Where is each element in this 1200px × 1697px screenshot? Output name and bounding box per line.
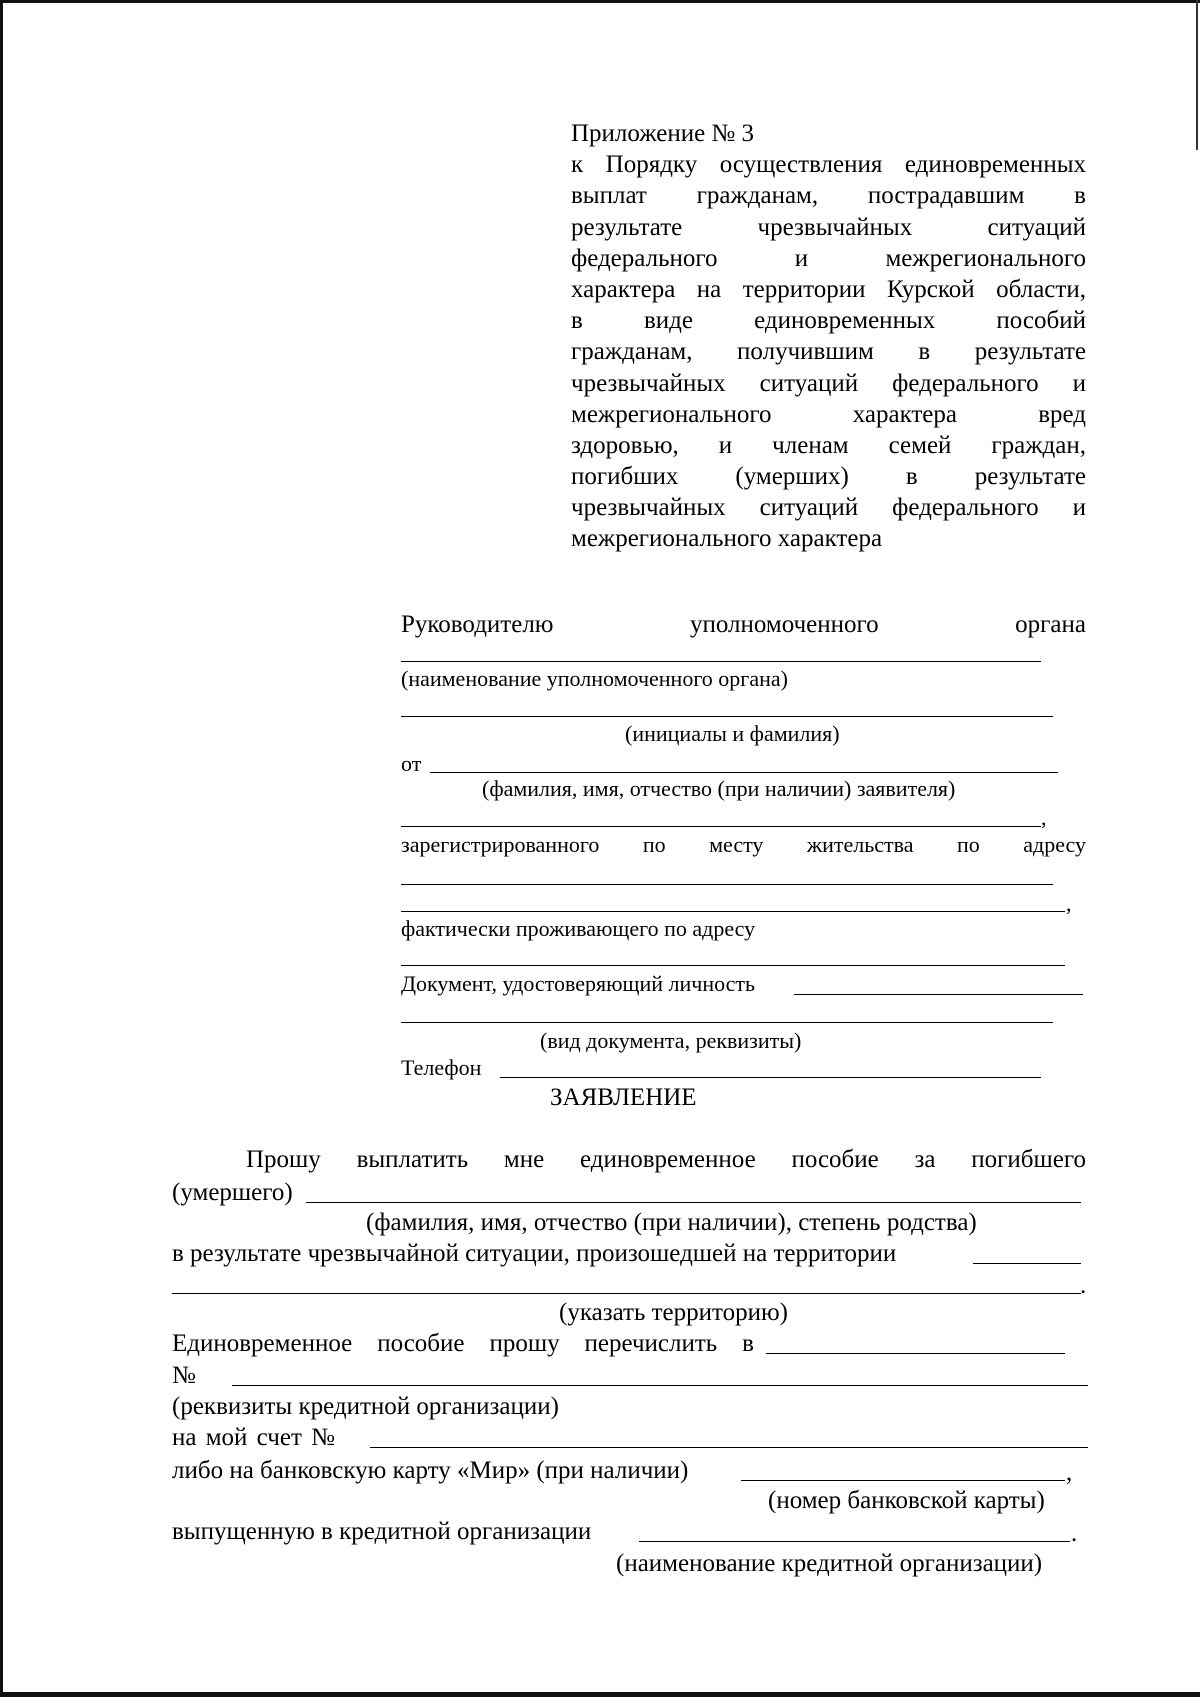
addressee-head — [401, 612, 1086, 637]
bank-details-field[interactable] — [766, 1353, 1065, 1354]
registered-address-label — [401, 834, 1086, 856]
appendix-line — [571, 336, 1086, 367]
appendix-text — [571, 149, 1086, 554]
appendix-word: результате — [571, 213, 683, 241]
appendix-word: на — [696, 275, 722, 303]
appendix-line — [571, 399, 1086, 430]
appendix-line — [571, 492, 1086, 523]
appendix-line — [571, 274, 1086, 305]
statement-word: выплатить — [356, 1146, 469, 1173]
hint-card: (номер банковской карты) — [768, 1487, 1045, 1514]
registered-word: месту — [709, 832, 764, 857]
transfer-label — [172, 1331, 754, 1356]
appendix-title: Приложение № 3 — [571, 120, 755, 147]
scan-border-right — [1196, 0, 1198, 150]
statement-word: Прошу — [246, 1146, 321, 1173]
appendix-word: области, — [996, 275, 1086, 303]
appendix-word: семей — [888, 431, 952, 459]
appendix-word: характера — [571, 275, 676, 303]
appendix-word: результате — [974, 463, 1086, 491]
appendix-word: пособий — [996, 307, 1086, 335]
transfer-word: прошу — [489, 1330, 560, 1357]
appendix-line — [571, 212, 1086, 243]
appendix-word: в — [905, 463, 918, 491]
document-label: Документ, удостоверяющий личность — [401, 971, 756, 996]
hint-authority: (наименование уполномоченного органа) — [401, 666, 788, 691]
statement-word: за — [914, 1146, 936, 1173]
actual-address-label: фактически проживающего по адресу — [401, 916, 756, 941]
authority-name-field[interactable] — [401, 661, 1041, 662]
statement-word: мне — [503, 1146, 545, 1173]
registered-address-field[interactable] — [401, 884, 1053, 885]
applicant-name-field[interactable] — [430, 772, 1058, 773]
addressee-word: Руководителю — [401, 611, 554, 638]
appendix-word: выплат — [571, 182, 647, 210]
appendix-word: межрегионального — [571, 400, 772, 428]
hint-territory: (указать территорию) — [559, 1299, 788, 1326]
appendix-word: членам — [772, 431, 849, 459]
card-number-field[interactable] — [741, 1480, 1065, 1481]
appendix-line — [571, 243, 1086, 274]
hint-initials: (инициалы и фамилия) — [625, 721, 840, 746]
appendix-line — [571, 368, 1086, 399]
appendix-line — [571, 430, 1086, 461]
period: . — [1080, 1272, 1087, 1299]
territory-field[interactable] — [973, 1263, 1081, 1264]
account-number-field[interactable] — [370, 1447, 1088, 1448]
appendix-word: характера — [852, 400, 957, 428]
scan-border-bottom — [0, 1692, 1200, 1697]
deceased-label: (умершего) — [172, 1179, 293, 1206]
appendix-word: единовременных — [754, 307, 936, 335]
statement-word: единовременное — [579, 1146, 756, 1173]
appendix-line — [571, 523, 1086, 554]
deceased-name-field[interactable] — [306, 1202, 1081, 1203]
appendix-word: виде — [643, 307, 693, 335]
hint-bank-name: (наименование кредитной организации) — [616, 1550, 1043, 1577]
issued-label: выпущенную в кредитной организации — [172, 1518, 592, 1545]
appendix-word: в — [1074, 182, 1086, 210]
phone-field[interactable] — [500, 1077, 1041, 1078]
statement-word: погибшего — [971, 1146, 1086, 1173]
appendix-word: (умерших) — [735, 463, 849, 491]
appendix-word: граждан, — [991, 431, 1086, 459]
appendix-word: в — [571, 307, 583, 335]
statement-title: ЗАЯВЛЕНИЕ — [550, 1084, 697, 1111]
addressee-word: уполномоченного — [689, 611, 879, 638]
document-field[interactable] — [794, 994, 1083, 995]
appendix-word: территории — [742, 275, 866, 303]
transfer-word: пособие — [377, 1330, 465, 1357]
comma: , — [1066, 1459, 1073, 1486]
bank-name-field[interactable] — [639, 1541, 1070, 1542]
number-sign: № — [172, 1362, 196, 1389]
registered-word: адресу — [1023, 832, 1086, 857]
appendix-word: чрезвычайных — [571, 494, 726, 522]
transfer-word: Единовременное — [172, 1330, 353, 1357]
registered-address-field-2[interactable] — [401, 911, 1065, 912]
account-label: на мой счет № — [172, 1424, 335, 1451]
registered-word: по — [642, 832, 666, 857]
appendix-word: гражданам, — [696, 182, 819, 210]
actual-address-field[interactable] — [401, 965, 1065, 966]
appendix-word: получившим — [737, 338, 874, 366]
appendix-word: пострадавшим — [867, 182, 1025, 210]
transfer-word: в — [742, 1330, 754, 1357]
comma: , — [1066, 891, 1072, 916]
appendix-word: и — [1072, 369, 1086, 397]
appendix-word: федерального — [571, 244, 718, 272]
card-label: либо на банковскую карту «Мир» (при наличии) — [172, 1457, 689, 1484]
registered-word: по — [956, 832, 980, 857]
hint-deceased: (фамилия, имя, отчество (при наличии), степень родства) — [366, 1209, 977, 1236]
hint-document: (вид документа, реквизиты) — [540, 1028, 802, 1053]
appendix-word: единовременных — [904, 151, 1086, 179]
from-label: от — [401, 751, 422, 776]
hint-bank-details: (реквизиты кредитной организации) — [172, 1393, 559, 1420]
appendix-word: к — [571, 151, 584, 179]
appendix-word: и — [718, 431, 733, 459]
registered-word: жительства — [806, 832, 914, 857]
scan-border-left — [0, 0, 3, 1697]
appendix-word: чрезвычайных — [757, 213, 913, 241]
registered-word: зарегистрированного — [401, 832, 600, 857]
appendix-word: ситуаций — [987, 213, 1086, 241]
hint-applicant: (фамилия, имя, отчество (при наличии) заявителя) — [482, 776, 956, 801]
appendix-line — [571, 305, 1086, 336]
appendix-word: гражданам, — [571, 338, 693, 366]
appendix-word: Порядку — [605, 151, 698, 179]
initials-field[interactable] — [401, 716, 1053, 717]
appendix-word: здоровью, — [571, 431, 679, 459]
appendix-word: межрегионального — [885, 244, 1086, 272]
appendix-word: межрегионального характера — [571, 525, 883, 553]
appendix-line — [571, 461, 1086, 492]
transfer-word: перечислить — [584, 1330, 718, 1357]
period: . — [1071, 1520, 1078, 1547]
territory-field-2[interactable] — [172, 1293, 1081, 1294]
appendix-word: результате — [974, 338, 1086, 366]
bank-details-field-2[interactable] — [232, 1385, 1088, 1386]
appendix-word: федерального — [892, 494, 1039, 522]
appendix-word: ситуаций — [759, 494, 859, 522]
appendix-line — [571, 180, 1086, 211]
appendix-word: в — [918, 338, 931, 366]
document-field-2[interactable] — [401, 1022, 1053, 1023]
scan-border-top — [0, 0, 1200, 3]
appendix-word: ситуаций — [759, 369, 859, 397]
applicant-name-field-2[interactable] — [401, 826, 1041, 827]
appendix-word: осуществления — [719, 151, 883, 179]
territory-text: в результате чрезвычайной ситуации, произошедшей на территории — [172, 1240, 897, 1267]
appendix-word: вред — [1038, 400, 1086, 428]
statement-line-1 — [246, 1147, 1086, 1172]
appendix-word: и — [1072, 494, 1086, 522]
addressee-word: органа — [1015, 611, 1086, 638]
phone-label: Телефон — [401, 1055, 482, 1080]
comma: , — [1041, 805, 1047, 830]
appendix-line — [571, 149, 1086, 180]
appendix-word: погибших — [571, 463, 679, 491]
appendix-word: Курской — [887, 275, 975, 303]
appendix-word: и — [794, 244, 809, 272]
appendix-block — [571, 118, 1086, 555]
appendix-word: федерального — [892, 369, 1039, 397]
statement-word: пособие — [791, 1146, 879, 1173]
appendix-word: чрезвычайных — [571, 369, 726, 397]
